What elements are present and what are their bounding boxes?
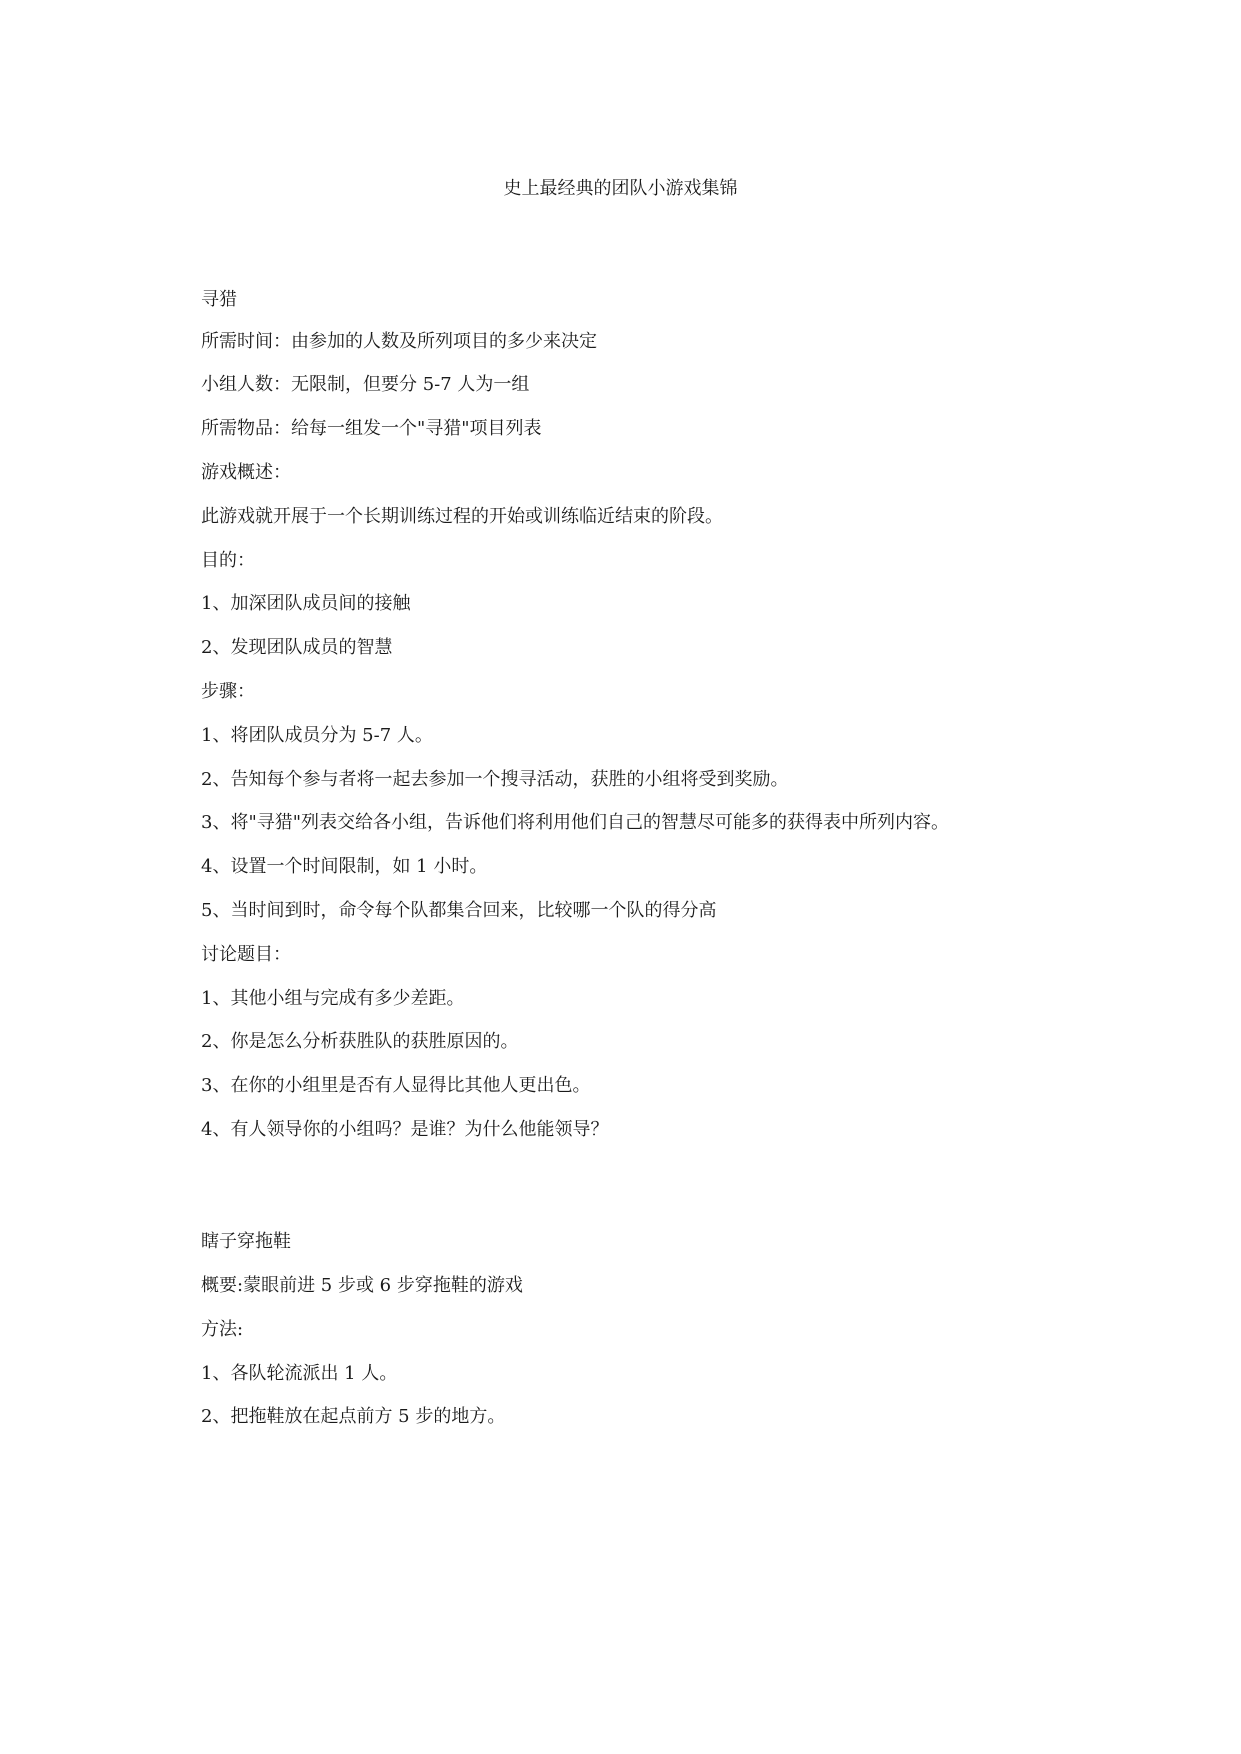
paragraph-line: 2、你是怎么分析获胜队的获胜原因的。 [201,1031,519,1052]
section-heading-xunlie: 寻猎 [201,289,237,310]
paragraph-line: 方法: [201,1319,244,1340]
paragraph-line: 5、当时间到时，命令每个队都集合回来，比较哪一个队的得分高 [201,900,717,921]
paragraph-line: 4、有人领导你的小组吗？是谁？为什么他能领导？ [201,1119,609,1140]
paragraph-line: 1、将团队成员分为 5-7 人。 [201,725,433,746]
paragraph-line: 概要:蒙眼前进 5 步或 6 步穿拖鞋的游戏 [201,1275,523,1296]
paragraph-line: 此游戏就开展于一个长期训练过程的开始或训练临近结束的阶段。 [201,506,723,527]
paragraph-line: 4、设置一个时间限制，如 1 小时。 [201,856,488,877]
paragraph-line: 2、把拖鞋放在起点前方 5 步的地方。 [201,1406,506,1427]
paragraph-line: 步骤： [201,681,255,702]
paragraph-line: 所需物品：给每一组发一个"寻猎"项目列表 [201,418,542,439]
paragraph-line: 游戏概述： [201,462,291,483]
paragraph-line: 2、发现团队成员的智慧 [201,637,393,658]
section-heading-xiazi-chuan-tuoxie: 瞎子穿拖鞋 [201,1231,291,1252]
paragraph-line: 2、告知每个参与者将一起去参加一个搜寻活动，获胜的小组将受到奖励。 [201,769,789,790]
document-title: 史上最经典的团队小游戏集锦 [503,178,738,199]
paragraph-line: 小组人数：无限制，但要分 5-7 人为一组 [201,374,530,395]
paragraph-line: 1、加深团队成员间的接触 [201,593,411,614]
paragraph-line: 讨论题目： [201,944,291,965]
paragraph-line: 目的： [201,550,255,571]
paragraph-line: 3、在你的小组里是否有人显得比其他人更出色。 [201,1075,591,1096]
paragraph-line: 3、将"寻猎"列表交给各小组，告诉他们将利用他们自己的智慧尽可能多的获得表中所列内容。 [201,812,950,833]
paragraph-line: 1、其他小组与完成有多少差距。 [201,988,465,1009]
paragraph-line: 1、各队轮流派出 1 人。 [201,1363,398,1384]
paragraph-line: 所需时间：由参加的人数及所列项目的多少来决定 [201,331,597,352]
